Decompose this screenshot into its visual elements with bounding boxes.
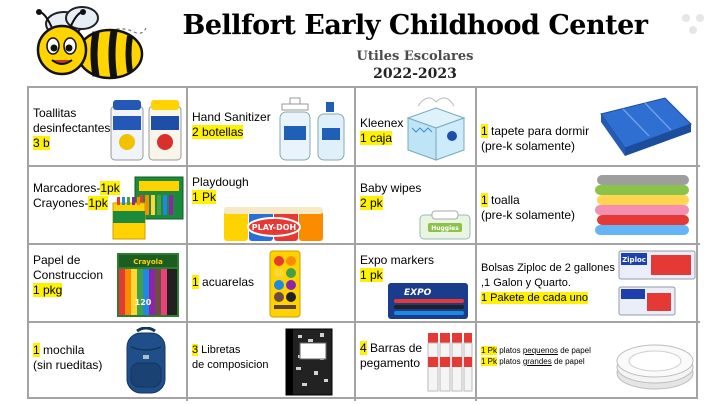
tissue-box-icon (404, 92, 468, 162)
paper-count: 120 (134, 298, 152, 307)
babywipes-name: Baby wipes (360, 181, 422, 195)
cell-composition-notebooks: 3 Libretas de composicion (188, 323, 356, 401)
babywipes-brand: Huggies (431, 225, 459, 232)
cell-glue-sticks: 4 Barras de pegamento (356, 323, 477, 401)
cell-disinfecting-wipes (29, 88, 188, 167)
backpack-icon (121, 327, 171, 397)
expo-name: Expo markers (360, 253, 435, 267)
disinfecting-wipes-icon (109, 96, 185, 162)
expo-brand: EXPO (404, 288, 432, 298)
glue-sticks-icon (426, 329, 474, 395)
towel-qty: 1 (481, 193, 488, 207)
composition-notebook-icon (284, 327, 334, 397)
cell-construction-paper: Papel de Construccion 1 pkg Crayola 120 (29, 245, 188, 323)
expo-markers-icon (386, 279, 470, 321)
babywipes-qty: 2 pk (360, 196, 383, 210)
backpack-qty: 1 (33, 343, 40, 357)
watercolor-set-icon (268, 249, 302, 319)
baby-wipes-icon (418, 203, 472, 243)
markers-crayons-icon (109, 173, 187, 241)
cell-markers-crayons: Marcadores-1pk Crayones-1pk (29, 167, 188, 245)
ziploc-brand: Ziploc (622, 256, 646, 264)
ziploc-bags-icon (617, 249, 697, 319)
paper-plates-icon (613, 329, 697, 395)
playdough-name: Playdough (192, 175, 249, 189)
cell-backpack: 1 mochila (sin rueditas) (29, 323, 188, 401)
playdough-icon (222, 203, 326, 243)
playdough-qty: 1 Pk (192, 190, 217, 204)
crayons-qty: 1pk (88, 196, 108, 210)
page-title: Bellfort Early Childhood Center (182, 10, 648, 41)
glue-qty: 4 (360, 341, 367, 355)
school-year: 2022-2023 (373, 66, 457, 82)
sanitizer-qty: 2 botellas (192, 125, 244, 139)
cell-watercolors: 1 acuarelas (188, 245, 356, 323)
cell-ziploc-bags: Bolsas Ziploc de 2 gallones ,1 Galon y Quarto. 1 Pakete de cada uno Ziploc (477, 245, 700, 323)
cell-hand-sanitizer (188, 88, 356, 167)
supply-grid (27, 86, 698, 399)
plates-small-line: 1 Pk platos pequenos de papel (481, 346, 591, 355)
watercolor-qty: 1 (192, 275, 199, 289)
plates-large-line: 1 Pk platos grandes de papel (481, 357, 585, 366)
mat-qty: 1 (481, 124, 488, 138)
towels-icon (591, 173, 695, 239)
cell-towel: 1 toalla (pre-k solamente) (477, 167, 700, 245)
kleenex-qty: 1 caja (360, 131, 393, 145)
cell-kleenex (356, 88, 477, 167)
hand-sanitizer-icon (276, 96, 352, 162)
sanitizer-name: Hand Sanitizer (192, 110, 271, 124)
paper-qty: 1 pkg (33, 283, 63, 297)
notebooks-qty: 3 (192, 344, 199, 356)
wipes-text: Toallitas desinfectantes 3 b (33, 106, 111, 150)
markers-qty: 1pk (100, 181, 120, 195)
sleeping-mat-icon (595, 94, 695, 160)
expo-qty: 1 pk (360, 268, 383, 282)
construction-paper-icon (115, 251, 181, 319)
cell-paper-plates (477, 323, 700, 401)
cell-sleeping-mat: 1 tapete para dormir (pre-k solamente) (477, 88, 700, 167)
kleenex-name: Kleenex (360, 116, 404, 130)
cell-playdough (188, 167, 356, 245)
paper-brand: Crayola (133, 258, 163, 266)
cell-baby-wipes (356, 167, 477, 245)
cell-expo-markers (356, 245, 477, 323)
ziploc-qty: 1 Pakete de cada uno (481, 292, 589, 304)
wipes-qty: 3 b (33, 136, 50, 150)
playdough-brand: PLAY-DOH (251, 223, 297, 232)
page-subtitle: Utiles Escolares (356, 49, 474, 64)
